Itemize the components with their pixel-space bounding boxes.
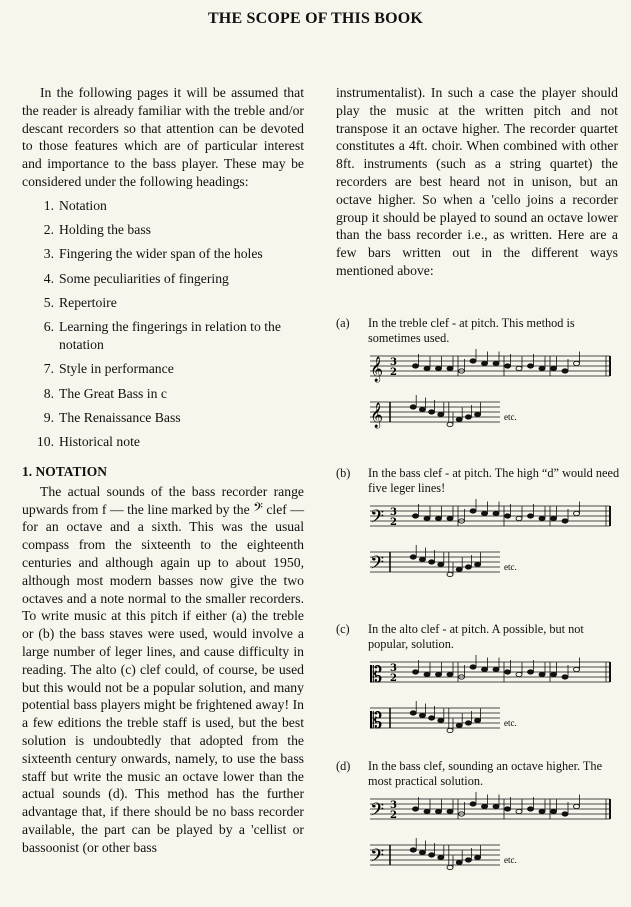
note-head: [419, 713, 425, 717]
clef-glyph: 𝄡: [370, 709, 383, 734]
note-head: [424, 366, 430, 370]
note-head: [505, 364, 511, 368]
heading-item: [22, 294, 304, 312]
heading-number: 7.: [43, 361, 54, 377]
clef-glyph: 𝄡: [370, 663, 383, 688]
note-head: [516, 366, 522, 370]
note-head: [429, 410, 435, 414]
music-staff-a1: [370, 498, 618, 538]
example-tag: (c): [336, 622, 350, 636]
heading-number: 6.: [43, 319, 54, 335]
clef-glyph: 𝄢: [370, 553, 385, 578]
example-caption: [336, 466, 620, 496]
note-head: [574, 804, 580, 808]
note-head: [456, 417, 462, 421]
etc-text: etc.: [504, 855, 517, 865]
note-head: [493, 511, 499, 515]
note-head: [413, 364, 419, 368]
clef-glyph: 𝄢: [370, 800, 385, 825]
time-signature-bottom: 2: [390, 517, 397, 528]
heading-item: [22, 318, 304, 354]
right-paragraph: instrumentalist). In such a case the player should play the music at the written pitch and not transpose it an octave higher. The recorder quartet constitutes a 4ft. choir. When combined with other 8ft. instruments (such as a string quartet) the recorders are best heard not in unison, but an octave higher. So when a 'cello joins a recorder group it should be played to sound an octave lower than the bass recorder i.e., as written. Here are a few bars written out in the different ways mentioned above:: [336, 85, 618, 278]
note-head: [447, 366, 453, 370]
note-head: [465, 721, 471, 725]
note-head: [505, 514, 511, 518]
note-head: [424, 809, 430, 813]
note-head: [482, 804, 488, 808]
note-head: [539, 672, 545, 676]
note-head: [410, 405, 416, 409]
heading-text: Repertoire: [59, 294, 117, 310]
heading-item: [22, 197, 304, 215]
note-head: [447, 572, 453, 576]
note-head: [470, 509, 476, 513]
note-head: [413, 807, 419, 811]
heading-text: Historical note: [59, 434, 140, 450]
note-head: [410, 848, 416, 852]
heading-item: [22, 245, 304, 263]
music-staff-b0: [370, 394, 520, 434]
note-head: [424, 516, 430, 520]
heading-item: [22, 221, 304, 239]
note-head: [551, 516, 557, 520]
note-head: [419, 407, 425, 411]
note-head: [539, 809, 545, 813]
note-head: [493, 361, 499, 365]
notation-text-b: clef — for an octave and a sixth. This was the usual compass from the sixteenth to the eighteenth centuries and although again up to about 1950, although most modern basses now give the two octaves and a note normal to the smaller recorders. To write music at this pitch if either (a) the treble or (b) the bass staves were used, would involve a large number of leger lines, and cause difficulty in reading. The alto (c) clef could, of course, be used but this would not be a popular solution, and many potential bass players might be frightened away! In a few editions the treble staff is used, but the best solution is undoubtedly that adopted from the sixteenth century onwards, namely, to use the bass staff but write the music an octave lower than the actual sounds (d). This method has the further advantage that, if there should be no bass recorder available, the part can be played by a 'cellist or bassoonist (or other bass: [22, 501, 305, 855]
example-caption: [336, 759, 620, 789]
note-head: [465, 415, 471, 419]
note-head: [419, 557, 425, 561]
page-title: THE SCOPE OF THIS BOOK: [207, 10, 424, 27]
note-head: [493, 804, 499, 808]
note-head: [447, 809, 453, 813]
heading-text: Learning the fingerings in relation to the notation: [59, 319, 281, 353]
note-head: [436, 516, 442, 520]
example-tag: (a): [336, 316, 350, 330]
heading-item: [22, 385, 304, 403]
note-head: [493, 667, 499, 671]
example-caption-text: In the treble clef - at pitch. This method is sometimes used.: [368, 316, 575, 345]
time-signature-top: 3: [390, 800, 397, 811]
note-head: [551, 672, 557, 676]
note-head: [539, 366, 545, 370]
music-staff-a3: [370, 791, 618, 831]
heading-text: Style in performance: [59, 361, 174, 377]
heading-item: [22, 433, 304, 451]
heading-item: [22, 270, 304, 288]
note-head: [475, 412, 481, 416]
note-head: [551, 809, 557, 813]
note-head: [505, 670, 511, 674]
example-tag: (b): [336, 466, 351, 480]
note-head: [413, 514, 419, 518]
note-head: [429, 560, 435, 564]
music-staff-a2: [370, 654, 618, 694]
clef-glyph: 𝄢: [370, 846, 385, 871]
note-head: [470, 802, 476, 806]
heading-item: [22, 409, 304, 427]
note-head: [429, 716, 435, 720]
note-head: [456, 860, 462, 864]
intro-paragraph: In the following pages it will be assumed that the reader is already familiar with the treble and/or descant recorders so that attention can be devoted to those features which are of particular interest and importance to the bass player. These may be considered under the following headings:: [22, 85, 304, 189]
note-head: [562, 519, 568, 523]
note-head: [516, 809, 522, 813]
note-head: [516, 672, 522, 676]
note-head: [429, 853, 435, 857]
clef-glyph: 𝄞: [370, 357, 384, 382]
headings-list: [22, 197, 304, 451]
music-staff-b2: [370, 700, 520, 740]
etc-text: etc.: [504, 562, 517, 572]
note-head: [436, 809, 442, 813]
note-head: [410, 555, 416, 559]
note-head: [551, 366, 557, 370]
time-signature-bottom: 2: [390, 810, 397, 821]
note-head: [528, 364, 534, 368]
note-head: [562, 675, 568, 679]
music-staff-b1: [370, 544, 520, 584]
example-caption-text: In the bass clef - at pitch. The high “d” would need five leger lines!: [368, 466, 620, 495]
right-column: [336, 84, 618, 280]
heading-number: 2.: [43, 222, 54, 238]
note-head: [438, 718, 444, 722]
notation-paragraph: [22, 483, 304, 857]
heading-text: Notation: [59, 197, 107, 213]
bass-clef-glyph: 𝄢: [253, 499, 263, 518]
heading-number: 1.: [43, 197, 54, 213]
heading-number: 4.: [43, 270, 54, 286]
note-head: [447, 728, 453, 732]
example-caption: [336, 622, 620, 652]
note-head: [456, 567, 462, 571]
notation-text-a: The actual sounds of the bass recorder range upwards from f — the line marked by the: [22, 483, 304, 517]
note-head: [436, 366, 442, 370]
etc-text: etc.: [504, 718, 517, 728]
note-head: [574, 667, 580, 671]
note-head: [505, 807, 511, 811]
note-head: [447, 672, 453, 676]
example-caption: [336, 316, 620, 346]
time-signature-top: 3: [390, 663, 397, 674]
note-head: [482, 667, 488, 671]
note-head: [475, 855, 481, 859]
example-caption-text: In the bass clef, sounding an octave higher. The most practical solution.: [368, 759, 603, 788]
note-head: [419, 850, 425, 854]
note-head: [528, 807, 534, 811]
note-head: [475, 562, 481, 566]
note-head: [516, 516, 522, 520]
note-head: [465, 565, 471, 569]
time-signature-bottom: 2: [390, 673, 397, 684]
clef-glyph: 𝄞: [370, 403, 384, 428]
note-head: [438, 855, 444, 859]
heading-number: 9.: [43, 409, 54, 425]
section-heading: 1. NOTATION: [22, 464, 108, 480]
note-head: [447, 865, 453, 869]
heading-number: 10.: [36, 434, 54, 450]
heading-text: Holding the bass: [59, 222, 152, 238]
note-head: [574, 361, 580, 365]
example-tag: (d): [336, 759, 351, 773]
note-head: [562, 812, 568, 816]
left-column: [22, 84, 304, 857]
time-signature-top: 3: [390, 507, 397, 518]
note-head: [410, 711, 416, 715]
note-head: [447, 422, 453, 426]
note-head: [436, 672, 442, 676]
music-staff-a0: [370, 348, 618, 388]
note-head: [562, 369, 568, 373]
music-staff-b3: [370, 837, 520, 877]
note-head: [482, 361, 488, 365]
note-head: [424, 672, 430, 676]
time-signature-bottom: 2: [390, 367, 397, 378]
heading-number: 8.: [43, 385, 54, 401]
heading-text: The Renaissance Bass: [59, 409, 181, 425]
heading-number: 5.: [43, 294, 54, 310]
heading-text: Fingering the wider span of the holes: [59, 246, 263, 262]
note-head: [528, 514, 534, 518]
note-head: [574, 511, 580, 515]
note-head: [470, 665, 476, 669]
heading-text: The Great Bass in c: [59, 385, 167, 401]
note-head: [456, 723, 462, 727]
etc-text: etc.: [504, 412, 517, 422]
note-head: [438, 412, 444, 416]
note-head: [482, 511, 488, 515]
clef-glyph: 𝄢: [370, 507, 385, 532]
example-caption-text: In the alto clef - at pitch. A possible, but not popular, solution.: [368, 622, 584, 651]
note-head: [465, 858, 471, 862]
heading-text: Some peculiarities of fingering: [59, 270, 229, 286]
note-head: [438, 562, 444, 566]
note-head: [470, 359, 476, 363]
heading-number: 3.: [43, 246, 54, 262]
note-head: [447, 516, 453, 520]
note-head: [539, 516, 545, 520]
note-head: [528, 670, 534, 674]
heading-item: [22, 360, 304, 378]
note-head: [475, 718, 481, 722]
note-head: [413, 670, 419, 674]
time-signature-top: 3: [390, 357, 397, 368]
